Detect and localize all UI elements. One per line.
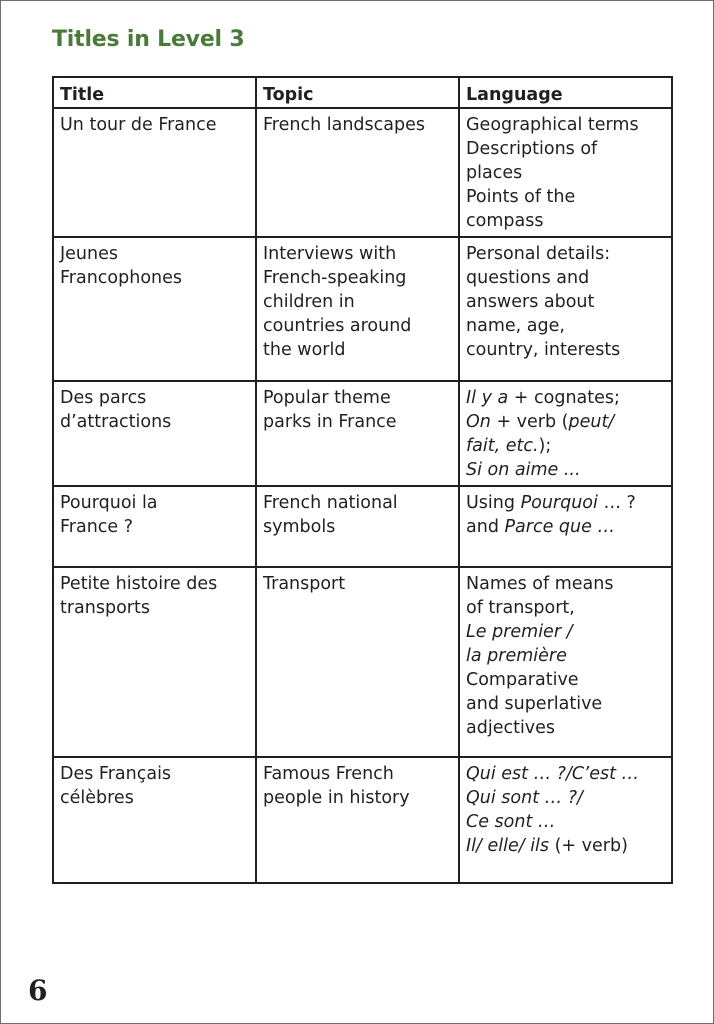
cell-topic-line: French national	[263, 493, 398, 513]
cell-language	[459, 381, 672, 486]
cell-language-line	[466, 161, 665, 185]
plain-text: adjectives	[466, 718, 556, 738]
plain-text: Personal details:	[466, 244, 611, 264]
cell-language	[459, 237, 672, 381]
table-body	[53, 108, 672, 883]
italic-text: peut/	[568, 412, 615, 432]
titles-table	[52, 76, 673, 884]
cell-language-line	[466, 209, 665, 233]
cell-language-line	[466, 515, 665, 539]
column-header-title: Title	[53, 77, 256, 108]
cell-topic-line: children in	[263, 292, 355, 312]
cell-language-line	[466, 137, 665, 161]
table-row	[53, 108, 672, 237]
plain-text: Geographical terms	[466, 115, 639, 135]
cell-topic	[256, 486, 459, 567]
page-number: 6	[28, 974, 48, 1007]
cell-language-line	[466, 242, 665, 266]
table-row	[53, 486, 672, 567]
cell-language-line	[466, 314, 665, 338]
italic-text: Pourquoi	[520, 493, 598, 513]
cell-language-line	[466, 716, 665, 740]
cell-language-line	[466, 290, 665, 314]
plain-text: Names of means	[466, 574, 614, 594]
cell-topic-line: countries around	[263, 316, 412, 336]
cell-topic-line: parks in France	[263, 412, 397, 432]
cell-language-line	[466, 410, 665, 434]
cell-topic	[256, 381, 459, 486]
cell-language-line	[466, 266, 665, 290]
plain-text: (+ verb)	[549, 836, 628, 856]
cell-language-line	[466, 668, 665, 692]
cell-title-line: Petite histoire des	[60, 574, 218, 594]
cell-language	[459, 567, 672, 757]
cell-language-line	[466, 386, 665, 410]
table-row	[53, 237, 672, 381]
cell-topic-line: the world	[263, 340, 346, 360]
cell-language-line	[466, 786, 665, 810]
cell-language-line	[466, 338, 665, 362]
cell-language-line	[466, 185, 665, 209]
italic-text: Il y a	[466, 388, 509, 408]
plain-text: + verb (	[490, 412, 569, 432]
cell-title-line: France ?	[60, 517, 134, 537]
cell-topic-line: Interviews with	[263, 244, 397, 264]
plain-text: questions and	[466, 268, 590, 288]
cell-topic-line: Famous French	[263, 764, 394, 784]
page-title: Titles in Level 3	[52, 27, 245, 52]
cell-title-line: transports	[60, 598, 150, 618]
cell-title	[53, 486, 256, 567]
plain-text: Points of the	[466, 187, 576, 207]
plain-text: name, age,	[466, 316, 565, 336]
cell-title-line: célèbres	[60, 788, 134, 808]
cell-language-line	[466, 113, 665, 137]
cell-topic	[256, 237, 459, 381]
cell-title-line: Un tour de France	[60, 115, 217, 135]
italic-text: la première	[466, 646, 567, 666]
cell-language	[459, 486, 672, 567]
cell-topic-line: French landscapes	[263, 115, 425, 135]
plain-text: compass	[466, 211, 544, 231]
cell-topic-line: French-speaking	[263, 268, 407, 288]
italic-text: Qui sont … ?/	[466, 788, 583, 808]
cell-language-line	[466, 458, 665, 482]
cell-title-line: d’attractions	[60, 412, 172, 432]
plain-text: and superlative	[466, 694, 603, 714]
italic-text: Ce sont …	[466, 812, 556, 832]
table-row	[53, 381, 672, 486]
cell-language-line	[466, 491, 665, 515]
table-header-row	[53, 77, 672, 108]
cell-language-line	[466, 620, 665, 644]
cell-title-line: Francophones	[60, 268, 183, 288]
cell-language-line	[466, 434, 665, 458]
cell-topic-line: Transport	[263, 574, 346, 594]
cell-title-line: Pourquoi la	[60, 493, 158, 513]
column-header-topic: Topic	[256, 77, 459, 108]
table-row	[53, 567, 672, 757]
cell-title	[53, 757, 256, 883]
plain-text: … ?	[597, 493, 636, 513]
plain-text: Using	[466, 493, 521, 513]
plain-text: places	[466, 163, 523, 183]
cell-title-line: Jeunes	[60, 244, 118, 264]
plain-text: );	[538, 436, 552, 456]
cell-title	[53, 567, 256, 757]
cell-title-line: Des parcs	[60, 388, 147, 408]
cell-language-line	[466, 810, 665, 834]
cell-topic-line: symbols	[263, 517, 336, 537]
plain-text: answers about	[466, 292, 595, 312]
italic-text: Le premier /	[466, 622, 573, 642]
cell-language-line	[466, 762, 665, 786]
cell-title-line: Des Français	[60, 764, 172, 784]
cell-language	[459, 757, 672, 883]
cell-topic	[256, 757, 459, 883]
italic-text: fait, etc.	[466, 436, 539, 456]
cell-title	[53, 237, 256, 381]
plain-text: + cognates;	[508, 388, 620, 408]
cell-language-line	[466, 596, 665, 620]
plain-text: and	[466, 517, 505, 537]
cell-topic-line: Popular theme	[263, 388, 391, 408]
italic-text: Si on aime ...	[466, 460, 581, 480]
cell-topic	[256, 567, 459, 757]
italic-text: On	[466, 412, 491, 432]
cell-language-line	[466, 572, 665, 596]
cell-language-line	[466, 692, 665, 716]
column-header-language: Language	[459, 77, 672, 108]
cell-topic	[256, 108, 459, 237]
italic-text: Parce que …	[504, 517, 615, 537]
italic-text: Il/ elle/ ils	[466, 836, 550, 856]
cell-title	[53, 108, 256, 237]
cell-language-line	[466, 834, 665, 858]
plain-text: Comparative	[466, 670, 579, 690]
plain-text: country, interests	[466, 340, 621, 360]
plain-text: of transport,	[466, 598, 575, 618]
cell-language	[459, 108, 672, 237]
table-row	[53, 757, 672, 883]
plain-text: Descriptions of	[466, 139, 598, 159]
italic-text: Qui est … ?/C’est …	[466, 764, 640, 784]
cell-language-line	[466, 644, 665, 668]
cell-topic-line: people in history	[263, 788, 410, 808]
cell-title	[53, 381, 256, 486]
